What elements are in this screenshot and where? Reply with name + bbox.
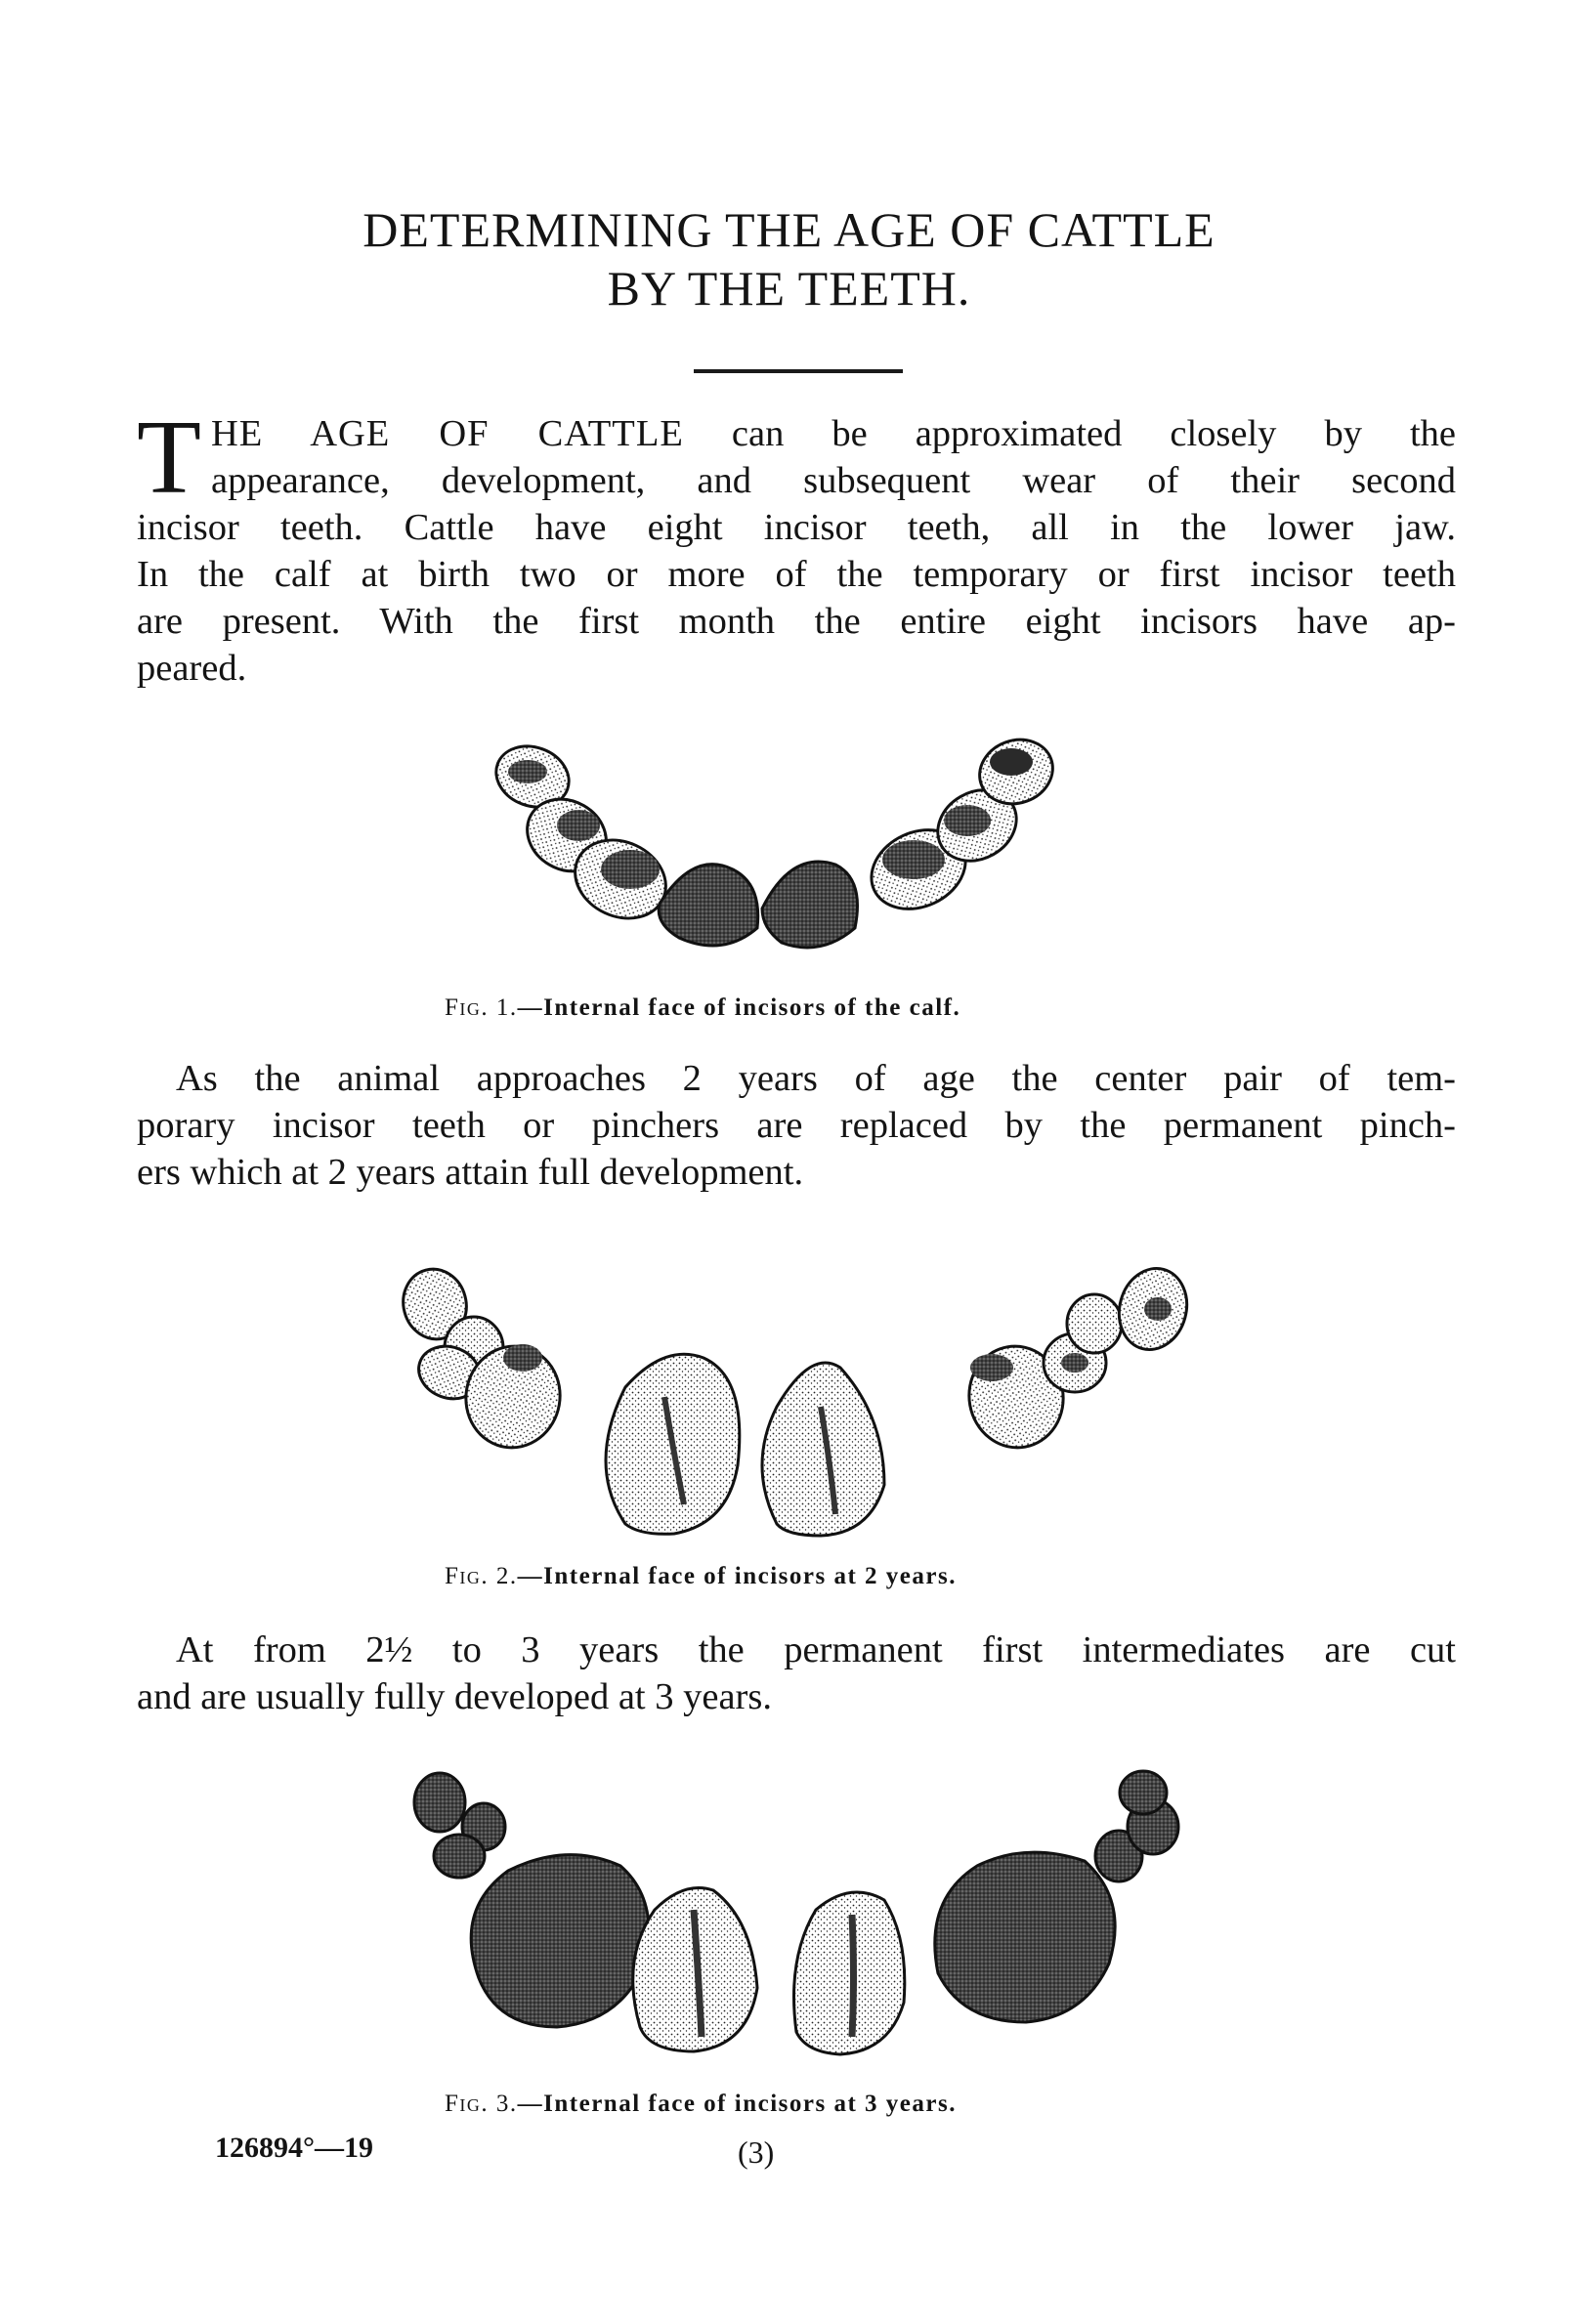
- figure-2-caption: [445, 1563, 957, 1590]
- intro-lead: HE AGE OF CATTLE: [210, 413, 684, 454]
- para-2-line-1: As the animal approaches 2 years of age the center pair of tem-: [176, 1058, 1456, 1099]
- figure-1-caption: [445, 994, 960, 1022]
- figure-3-incisors-3-years: [401, 1763, 1212, 2076]
- paragraph-2: [137, 1055, 1456, 1196]
- page-title-line-1: DETERMINING THE AGE OF CATTLE: [363, 202, 1215, 257]
- figure-3-caption-text: —Internal face of incisors at 3 years.: [517, 2091, 957, 2117]
- intro-line-2: appearance, development, and subsequent wear of their second: [210, 460, 1456, 501]
- figure-2-label: Fig. 2.: [445, 1563, 518, 1589]
- drop-cap: T: [137, 400, 201, 516]
- intro-line-5: are present. With the first month the entire eight incisors have ap-: [137, 601, 1456, 642]
- paragraph-3: [137, 1627, 1456, 1720]
- intro-line-6: peared.: [137, 648, 247, 689]
- figure-3-caption: [445, 2091, 957, 2118]
- intro-line-1: can be approximated closely by the: [731, 413, 1457, 454]
- figure-1-caption-text: —Internal face of incisors of the calf.: [517, 994, 961, 1021]
- figure-1-calf-incisors: [469, 733, 1094, 977]
- para-2-line-3: ers which at 2 years attain full development.: [137, 1152, 804, 1193]
- intro-line-3: incisor teeth. Cattle have eight incisor teeth, all in the lower jaw.: [137, 507, 1456, 548]
- figure-2-incisors-2-years: [391, 1250, 1221, 1553]
- figure-1-label: Fig. 1.: [445, 994, 518, 1021]
- page-title-line-2: BY THE TEETH.: [607, 261, 971, 316]
- intro-paragraph: [137, 400, 1457, 692]
- para-3-line-1: At from 2½ to 3 years the permanent first intermediates are cut: [176, 1629, 1456, 1670]
- para-2-line-2: porary incisor teeth or pinchers are replaced by the permanent pinch-: [137, 1105, 1456, 1146]
- para-3-line-2: and are usually fully developed at 3 years.: [137, 1676, 772, 1717]
- title-rule: [694, 369, 903, 373]
- intro-line-4: In the calf at birth two or more of the temporary or first incisor teeth: [137, 554, 1456, 595]
- figure-2-caption-text: —Internal face of incisors at 2 years.: [517, 1563, 957, 1589]
- figure-3-label: Fig. 3.: [445, 2091, 518, 2117]
- print-code: 126894°—19: [215, 2132, 373, 2164]
- page-number: (3): [738, 2134, 775, 2170]
